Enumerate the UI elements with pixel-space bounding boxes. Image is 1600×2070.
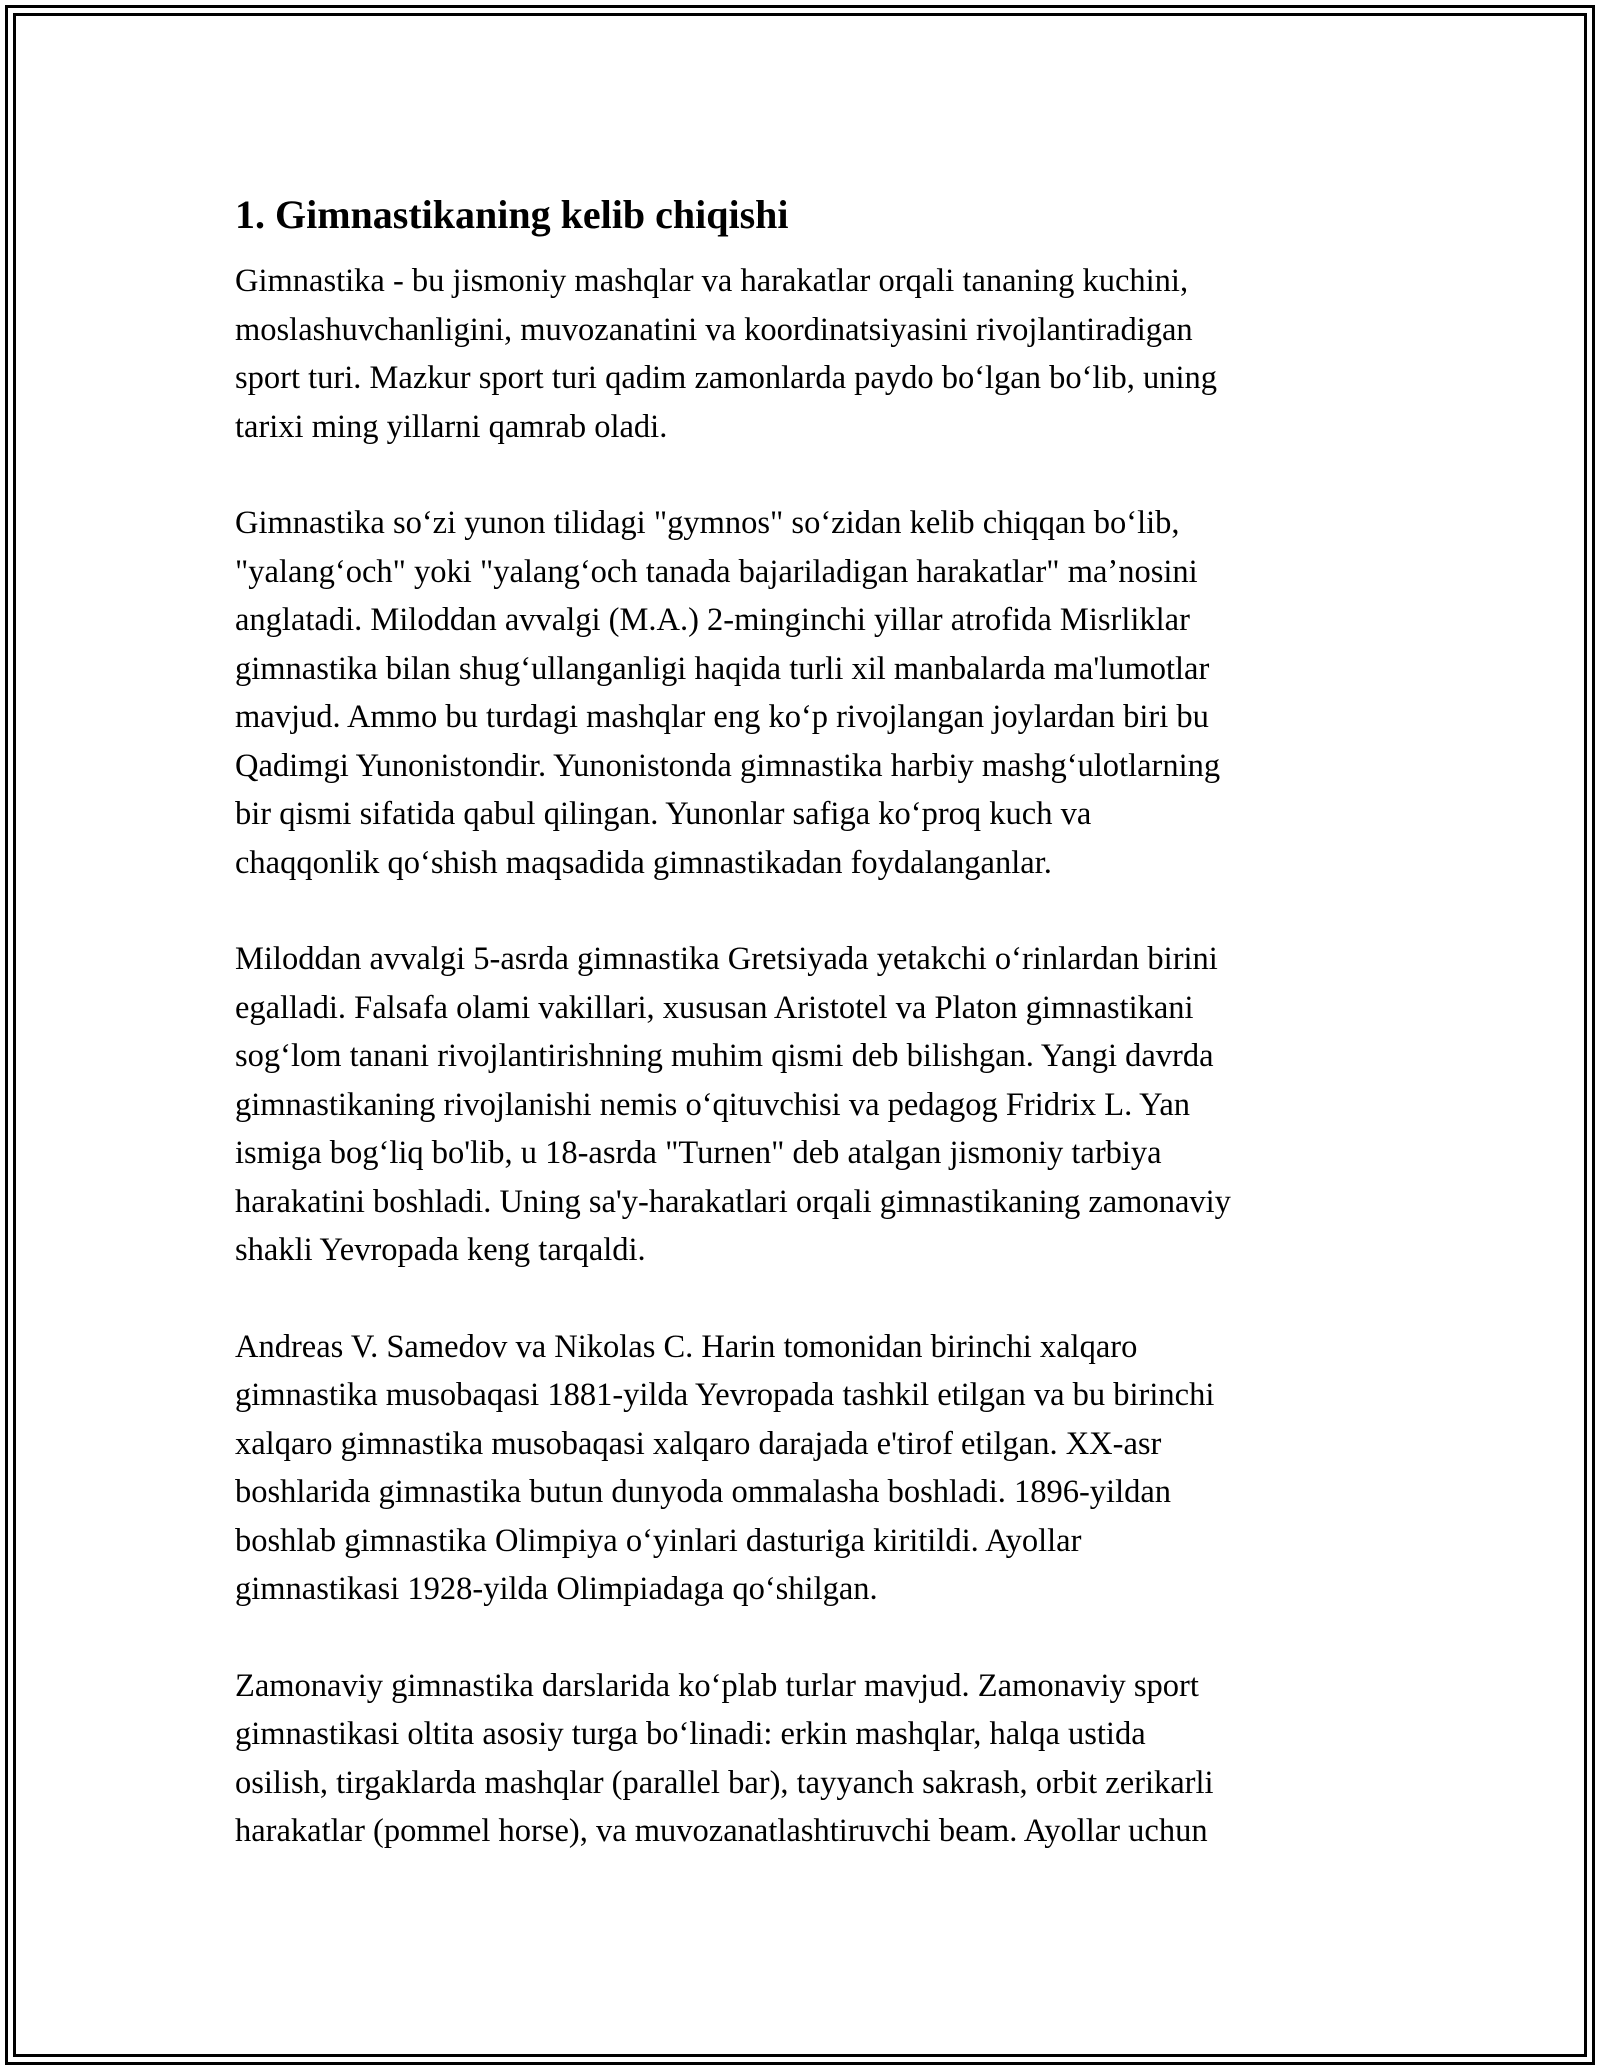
text-line: "yalangʻoch" yoki "yalangʻoch tanada bajariladigan harakatlar" maʼnosini <box>235 553 1198 590</box>
paragraph-4 <box>235 1323 1385 1614</box>
text-line: gimnastika musobaqasi 1881-yilda Yevropada tashkil etilgan va bu birinchi <box>235 1377 1215 1413</box>
text-line: Miloddan avvalgi 5-asrda gimnastika Gretsiyada yetakchi oʻrinlardan birini <box>235 941 1218 977</box>
text-line: Gimnastika soʻzi yunon tilidagi "gymnos" soʻzidan kelib chiqqan boʻlib, <box>235 505 1180 541</box>
text-line: harakatlar (pommel horse), va muvozanatlashtiruvchi beam. Ayollar uchun <box>235 1813 1208 1849</box>
text-line: moslashuvchanligini, muvozanatini va koordinatsiyasini rivojlantiradigan <box>235 311 1193 348</box>
text-line: gimnastika bilan shugʻullanganligi haqida turli xil manbalarda ma'lumotlar <box>235 650 1210 687</box>
text-line: egalladi. Falsafa olami vakillari, xususan Aristotel va Platon gimnastikani <box>235 989 1194 1026</box>
paragraph-1 <box>235 257 1385 451</box>
text-line: sport turi. Mazkur sport turi qadim zamonlarda paydo boʻlgan boʻlib, uning <box>235 360 1218 396</box>
text-line: Andreas V. Samedov va Nikolas C. Harin tomonidan birinchi xalqaro <box>235 1328 1138 1365</box>
text-line: gimnastikasi 1928-yilda Olimpiadaga qoʻshilgan. <box>235 1571 878 1607</box>
paragraph-2 <box>235 499 1385 887</box>
paragraph-3 <box>235 935 1385 1275</box>
text-line: xalqaro gimnastika musobaqasi xalqaro darajada e'tirof etilgan. XX-asr <box>235 1425 1162 1462</box>
text-line: gimnastikaning rivojlanishi nemis oʻqituvchisi va pedagog Fridrix L. Yan <box>235 1086 1191 1123</box>
text-line: osilish, tirgaklarda mashqlar (parallel bar), tayyanch sakrash, orbit zerikarli <box>235 1764 1214 1801</box>
text-line: chaqqonlik qoʻshish maqsadida gimnastikadan foydalanganlar. <box>235 844 1052 881</box>
text-line: ismiga bogʻliq bo'lib, u 18-asrda "Turnen" deb atalgan jismoniy tarbiya <box>235 1135 1162 1171</box>
text-line: shakli Yevropada keng tarqaldi. <box>235 1232 646 1268</box>
text-line: boshlarida gimnastika butun dunyoda ommalasha boshladi. 1896-yildan <box>235 1474 1172 1510</box>
text-line: gimnastikasi oltita asosiy turga boʻlinadi: erkin mashqlar, halqa ustida <box>235 1716 1146 1752</box>
text-line: bir qismi sifatida qabul qilingan. Yunonlar safiga koʻproq kuch va <box>235 796 1092 832</box>
text-line: sogʻlom tanani rivojlantirishning muhim qismi deb bilishgan. Yangi davrda <box>235 1038 1214 1074</box>
document-body <box>235 185 1385 1904</box>
text-line: boshlab gimnastika Olimpiya oʻyinlari dasturiga kiritildi. Ayollar <box>235 1522 1082 1559</box>
text-line: mavjud. Ammo bu turdagi mashqlar eng koʻp rivojlangan joylardan biri bu <box>235 699 1209 735</box>
paragraph-5 <box>235 1662 1385 1856</box>
text-line: Zamonaviy gimnastika darslarida koʻplab turlar mavjud. Zamonaviy sport <box>235 1667 1199 1704</box>
text-line: tarixi ming yillarni qamrab oladi. <box>235 408 668 445</box>
text-line: Qadimgi Yunonistondir. Yunonistonda gimnastika harbiy mashgʻulotlarning <box>235 747 1221 784</box>
text-line: harakatini boshladi. Uning sa'y-harakatlari orqali gimnastikaning zamonaviy <box>235 1183 1231 1220</box>
text-line: anglatadi. Miloddan avvalgi (M.A.) 2-minginchi yillar atrofida Misrliklar <box>235 602 1190 638</box>
text-line: Gimnastika - bu jismoniy mashqlar va harakatlar orqali tananing kuchini, <box>235 263 1189 299</box>
section-heading: 1. Gimnastikaning kelib chiqishi <box>235 192 789 237</box>
